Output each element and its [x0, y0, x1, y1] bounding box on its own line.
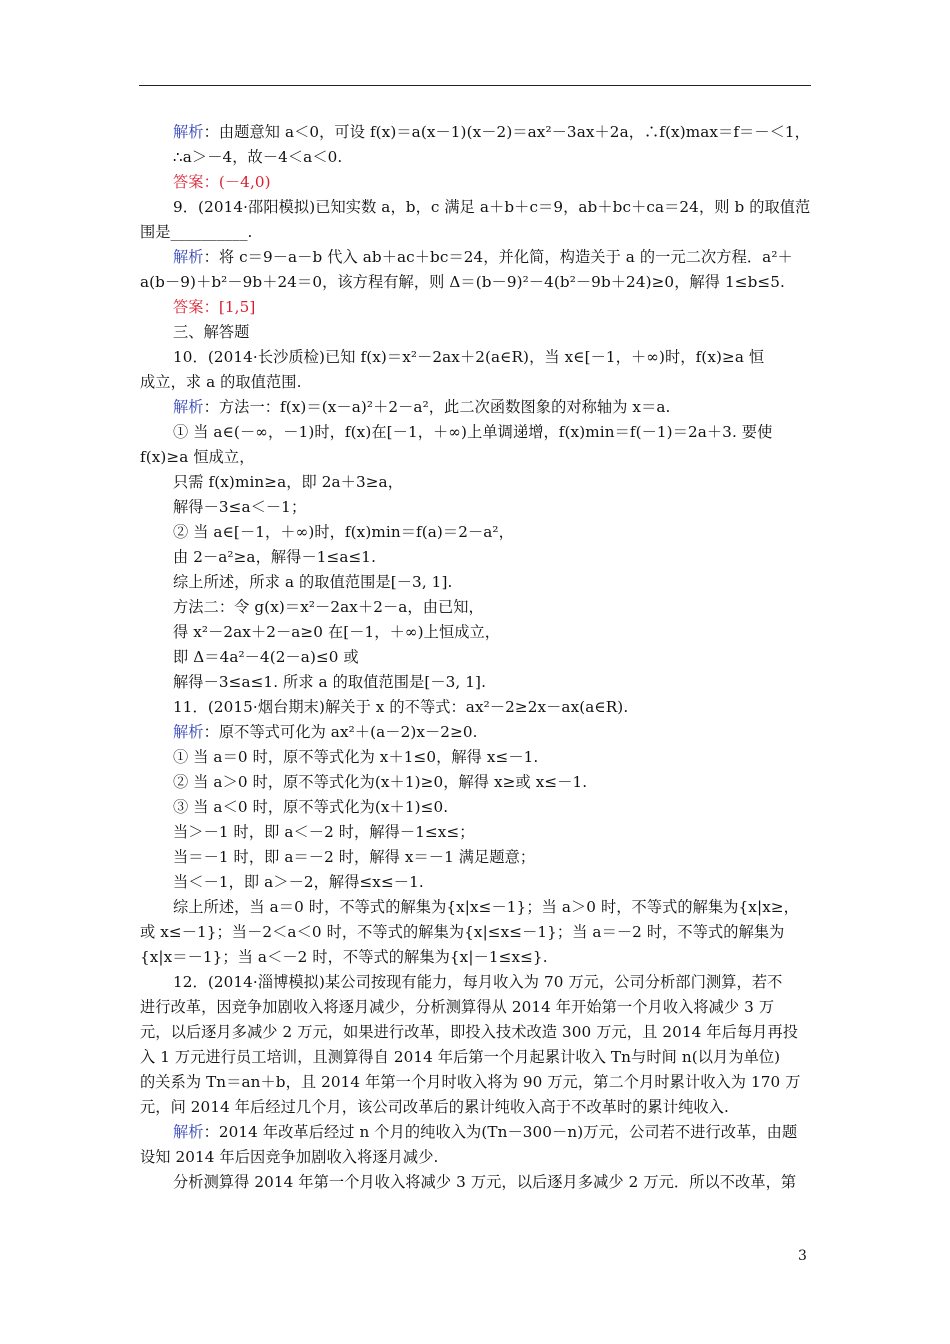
text-line [140, 970, 810, 995]
text-line [140, 370, 810, 395]
text-line [140, 520, 810, 545]
analysis-label: 解析 [173, 1123, 204, 1141]
analysis-label: 解析 [173, 123, 204, 141]
line-text: ：原不等式可化为 ax²＋(a－2)x－2≥0. [203, 723, 478, 741]
text-line [140, 845, 810, 870]
text-line [140, 320, 810, 345]
text-line [140, 1045, 810, 1070]
text-line [140, 445, 810, 470]
line-text: 分析测算得 2014 年第一个月收入将减少 3 万元，以后逐月多减少 2 万元．所以不改革，第 [173, 1173, 797, 1191]
text-line [140, 145, 810, 170]
line-text: 综上所述，所求 a 的取值范围是[－3, 1]. [173, 573, 453, 591]
text-line [140, 1095, 810, 1120]
analysis-label: 解析 [173, 723, 204, 741]
text-line [140, 545, 810, 570]
line-text: 设知 2014 年后因竞争加剧收入将逐月减少. [140, 1148, 439, 1166]
text-line [140, 720, 810, 745]
page-body [140, 120, 810, 1195]
text-line [140, 745, 810, 770]
line-text: ∴a＞－4，故－4＜a＜0. [173, 148, 343, 166]
text-line [140, 295, 810, 320]
line-text: 围是__________. [140, 223, 253, 241]
line-text: a(b－9)＋b²－9b＋24＝0，该方程有解，则 Δ＝(b－9)²－4(b²－9b＋24)≥0，解得 1≤b≤5. [140, 273, 785, 291]
text-line [140, 670, 810, 695]
line-text: ③ 当 a＜0 时，原不等式化为(x＋1)≤0. [173, 798, 449, 816]
line-text: 或 x≤－1}；当－2＜a＜0 时，不等式的解集为{x|≤x≤－1}；当 a＝－2 时，不等式的解集为 [140, 923, 785, 941]
text-line [140, 220, 810, 245]
line-text: f(x)≥a 恒成立， [140, 448, 255, 466]
line-text: {x|x＝－1}；当 a＜－2 时，不等式的解集为{x|－1≤x≤}. [140, 948, 548, 966]
line-text: 11．(2015·烟台期末)解关于 x 的不等式：ax²－2≥2x－ax(a∈R). [173, 698, 629, 716]
text-line [140, 495, 810, 520]
line-text: ② 当 a∈[－1，＋∞)时，f(x)min＝f(a)＝2－a²， [173, 523, 514, 541]
text-line [140, 120, 810, 145]
analysis-label: 解析 [173, 398, 204, 416]
answer-text: 答案：(－4,0) [173, 173, 271, 191]
line-text: 元，以后逐月多减少 2 万元，如果进行改革，即投入技术改造 300 万元，且 2014 年后每月再投 [140, 1023, 799, 1041]
line-text: ① 当 a＝0 时，原不等式化为 x＋1≤0，解得 x≤－1. [173, 748, 539, 766]
line-text: ：方法一：f(x)＝(x－a)²＋2－a²，此二次函数图象的对称轴为 x＝a. [203, 398, 671, 416]
text-line [140, 170, 810, 195]
text-line [140, 620, 810, 645]
text-line [140, 870, 810, 895]
answer-text: 答案：[1,5] [173, 298, 256, 316]
line-text: ：将 c＝9－a－b 代入 ab＋ac＋bc＝24，并化简，构造关于 a 的一元二次方程．a²＋ [203, 248, 793, 266]
text-line [140, 945, 810, 970]
line-text: 当＞－1 时，即 a＜－2 时，解得－1≤x≤； [173, 823, 475, 841]
line-text: 当＜－1，即 a＞－2，解得≤x≤－1. [173, 873, 424, 891]
page-number: 3 [798, 1248, 807, 1264]
line-text: 得 x²－2ax＋2－a≥0 在[－1，＋∞)上恒成立， [173, 623, 501, 641]
text-line [140, 770, 810, 795]
line-text: 10．(2014·长沙质检)已知 f(x)＝x²－2ax＋2(a∈R)，当 x∈[－1，＋∞)时，f(x)≥a 恒 [173, 348, 765, 366]
line-text: ① 当 a∈(－∞，－1)时，f(x)在[－1，＋∞)上单调递增，f(x)min＝f(－1)＝2a＋3. 要使 [173, 423, 773, 441]
line-text: 12．(2014·淄博模拟)某公司按现有能力，每月收入为 70 万元，公司分析部门测算，若不 [173, 973, 783, 991]
line-text: 解得－3≤a≤1. 所求 a 的取值范围是[－3, 1]. [173, 673, 487, 691]
line-text: 方法二：令 g(x)＝x²－2ax＋2－a，由已知， [173, 598, 484, 616]
text-line [140, 645, 810, 670]
line-text: 的关系为 Tn＝an＋b，且 2014 年第一个月时收入将为 90 万元，第二个月时累计收入为 170 万 [140, 1073, 801, 1091]
text-line [140, 1070, 810, 1095]
line-text: 9．(2014·邵阳模拟)已知实数 a，b，c 满足 a＋b＋c＝9，ab＋bc＋ca＝24，则 b 的取值范 [173, 198, 810, 216]
text-line [140, 345, 810, 370]
text-line [140, 1020, 810, 1045]
line-text: ：2014 年改革后经过 n 个月的纯收入为(Tn－300－n)万元，公司若不进行改革，由题 [203, 1123, 798, 1141]
text-line [140, 1120, 810, 1145]
line-text: 成立，求 a 的取值范围. [140, 373, 302, 391]
text-line [140, 420, 810, 445]
line-text: 当＝－1 时，即 a＝－2 时，解得 x＝－1 满足题意； [173, 848, 536, 866]
text-line [140, 1145, 810, 1170]
text-line [140, 920, 810, 945]
text-line [140, 570, 810, 595]
text-line [140, 395, 810, 420]
line-text: 解得－3≤a＜－1； [173, 498, 307, 516]
line-text: ：由题意知 a＜0，可设 f(x)＝a(x－1)(x－2)＝ax²－3ax＋2a，∴f(x)max＝f＝－＜1， [203, 123, 810, 141]
text-line [140, 270, 810, 295]
text-line [140, 245, 810, 270]
line-text: 元，问 2014 年后经过几个月，该公司改革后的累计纯收入高于不改革时的累计纯收入. [140, 1098, 729, 1116]
text-line [140, 820, 810, 845]
line-text: 只需 f(x)min≥a，即 2a＋3≥a， [173, 473, 403, 491]
text-line [140, 695, 810, 720]
text-line [140, 195, 810, 220]
text-line [140, 595, 810, 620]
text-line [140, 470, 810, 495]
line-text: 入 1 万元进行员工培训，且测算得自 2014 年后第一个月起累计收入 Tn与时间 n(以月为单位) [140, 1048, 781, 1066]
text-line [140, 995, 810, 1020]
text-line [140, 895, 810, 920]
line-text: ② 当 a＞0 时，原不等式化为(x＋1)≥0，解得 x≥或 x≤－1. [173, 773, 588, 791]
line-text: 由 2－a²≥a，解得－1≤a≤1. [173, 548, 376, 566]
line-text: 进行改革，因竞争加剧收入将逐月减少，分析测算得从 2014 年开始第一个月收入将减少 3 万 [140, 998, 775, 1016]
line-text: 三、解答题 [173, 323, 250, 341]
header-rule [139, 85, 811, 86]
analysis-label: 解析 [173, 248, 204, 266]
line-text: 即 Δ＝4a²－4(2－a)≤0 或 [173, 648, 359, 666]
text-line [140, 1170, 810, 1195]
text-line [140, 795, 810, 820]
line-text: 综上所述，当 a＝0 时，不等式的解集为{x|x≤－1}；当 a＞0 时，不等式的解集为{x|x≥， [173, 898, 799, 916]
